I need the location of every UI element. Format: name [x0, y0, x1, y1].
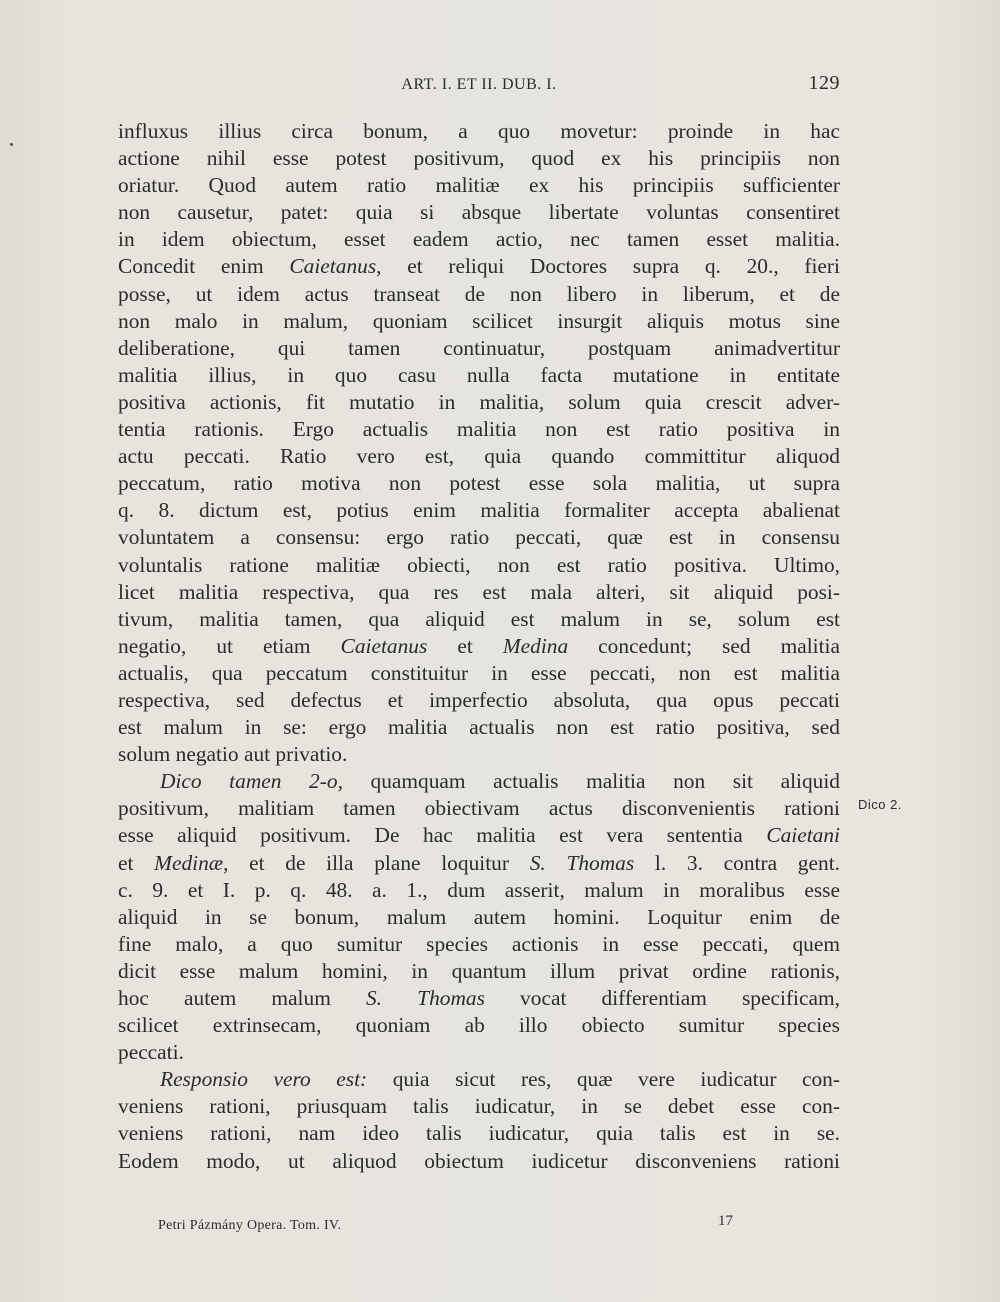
text-line [118, 362, 840, 389]
text-line [118, 1120, 840, 1147]
text-run: actualis, qua peccatum constituitur in esse peccati, non est malitia [118, 660, 840, 685]
running-title: ART. I. ET II. DUB. I. [401, 76, 557, 93]
text-line [118, 552, 840, 579]
text-line [118, 822, 840, 849]
text-line [118, 308, 840, 335]
text-line [118, 389, 840, 416]
italic-text: Medinæ [154, 850, 224, 875]
text-run: est malum in se: ergo malitia actualis non est ratio positiva, sed [118, 715, 840, 740]
italic-text: Medina [502, 633, 569, 658]
text-line [118, 795, 840, 822]
text-line [118, 1093, 840, 1120]
text-line [118, 660, 840, 687]
text-run: aliquid in se bonum, malum autem homini. Loquitur enim de [118, 904, 840, 929]
page-number: 129 [808, 72, 840, 94]
margin-note: Dico 2. [858, 797, 902, 812]
text-line [118, 687, 840, 714]
italic-text: Caietanus [289, 254, 377, 279]
text-run: actu peccati. Ratio vero est, quia quando committitur aliquod [118, 444, 840, 469]
text-run: esse aliquid positivum. De hac malitia est vera sententia [118, 823, 767, 848]
italic-text: Caietani [766, 823, 840, 848]
text-run: peccati. [118, 1040, 184, 1065]
text-line [118, 958, 840, 985]
text-run: c. 9. et I. p. q. 48. a. 1., dum asserit, malum in moralibus esse [118, 877, 840, 902]
text-run: , et de illa plane loquitur [223, 850, 530, 875]
text-run: vocat differentiam specificam, [484, 986, 840, 1010]
text-run: posse, ut idem actus transeat de non libero in liberum, et de [118, 281, 840, 306]
text-line [118, 1012, 840, 1039]
text-run: hoc autem malum [118, 986, 366, 1010]
text-run: l. 3. contra gent. [634, 850, 840, 875]
text-run: scilicet extrinsecam, quoniam ab illo obiecto sumitur species [118, 1013, 840, 1038]
text-line [118, 931, 840, 958]
text-run: positiva actionis, fit mutatio in malitia, solum quia crescit adver- [118, 389, 840, 414]
italic-text: S. Thomas [529, 850, 635, 875]
italic-text: Responsio vero est: [160, 1067, 368, 1092]
text-run: non causetur, patet: quia si absque libertate voluntas consentiret [118, 200, 840, 225]
text-line [118, 877, 840, 904]
running-head [118, 72, 840, 100]
text-run: quia sicut res, quæ vere iudicatur con- [367, 1067, 840, 1092]
text-run: concedunt; sed malitia [568, 633, 840, 658]
footer-signature: 17 [718, 1213, 733, 1229]
text-line [118, 281, 840, 308]
italic-text: S. Thomas [365, 986, 485, 1010]
text-run: respectiva, sed defectus et imperfectio absoluta, qua opus peccati [118, 687, 840, 712]
text-run: malitia illius, in quo casu nulla facta mutatione in entitate [118, 362, 840, 387]
text-run: voluntatem a consensu: ergo ratio peccati, quæ est in consensu [118, 525, 840, 550]
text-run: actione nihil esse potest positivum, quod ex his principiis non [118, 146, 840, 171]
text-line [118, 579, 840, 606]
text-run: quamquam actualis malitia non sit aliquid [342, 769, 840, 794]
text-line [118, 904, 840, 931]
text-line [118, 1066, 840, 1093]
text-line [118, 985, 840, 1012]
text-run: solum negatio aut privatio. [118, 742, 348, 767]
text-line [118, 606, 840, 633]
text-run: dicit esse malum homini, in quantum illum privat ordine rationis, [118, 958, 840, 983]
text-line [118, 741, 840, 768]
text-line [118, 633, 840, 660]
text-line [118, 443, 840, 470]
text-run: veniens rationi, nam ideo talis iudicatur, quia talis est in se. [118, 1121, 840, 1146]
text-run: influxus illius circa bonum, a quo movetur: proinde in hac [118, 119, 840, 143]
text-run: peccatum, ratio motiva non potest esse sola malitia, ut supra [118, 471, 840, 496]
text-line [118, 172, 840, 199]
text-line [118, 497, 840, 524]
italic-text: Dico tamen 2-o, [160, 769, 343, 794]
text-run: licet malitia respectiva, qua res est mala alteri, sit aliquid posi- [118, 579, 840, 604]
body-text [118, 118, 840, 1175]
text-line [118, 850, 840, 877]
text-run: non malo in malum, quoniam scilicet insurgit aliquis motus sine [118, 308, 840, 333]
text-run: Eodem modo, ut aliquod obiectum iudicetur disconveniens rationi [118, 1148, 840, 1173]
text-run: voluntalis ratione malitiæ obiecti, non est ratio positiva. Ultimo, [118, 552, 840, 577]
text-line [118, 226, 840, 253]
text-run: tivum, malitia tamen, qua aliquid est malum in se, solum est [118, 606, 840, 631]
text-line [118, 1148, 840, 1175]
text-line [118, 416, 840, 443]
text-run: et [427, 633, 503, 658]
text-line [118, 768, 840, 795]
text-line [118, 1039, 840, 1066]
text-run: deliberatione, qui tamen continuatur, postquam animadvertitur [118, 335, 840, 360]
footer-edition: Petri Pázmány Opera. Tom. IV. [158, 1218, 342, 1233]
text-run: negatio, ut etiam [118, 633, 341, 658]
text-run: et [118, 850, 155, 875]
stray-ink-dot [10, 143, 13, 146]
text-run: q. 8. dictum est, potius enim malitia formaliter accepta abalienat [118, 498, 840, 523]
text-line [118, 470, 840, 497]
text-line [118, 714, 840, 741]
text-run: positivum, malitiam tamen obiectivam actus disconvenientis rationi [118, 796, 840, 821]
text-line [118, 524, 840, 551]
text-run: , et reliqui Doctores supra q. 20., fieri [376, 254, 840, 279]
text-run: oriatur. Quod autem ratio malitiæ ex his principiis sufficienter [118, 173, 840, 198]
text-line [118, 145, 840, 172]
text-line [118, 199, 840, 226]
text-line [118, 253, 840, 280]
italic-text: Caietanus [340, 633, 428, 658]
text-run: in idem obiectum, esset eadem actio, nec tamen esset malitia. [118, 227, 840, 252]
text-line [118, 335, 840, 362]
text-line [118, 118, 840, 145]
text-run: veniens rationi, priusquam talis iudicatur, in se debet esse con- [118, 1094, 840, 1119]
text-run: Concedit enim [118, 254, 290, 279]
text-run: fine malo, a quo sumitur species actionis in esse peccati, quem [118, 931, 840, 956]
text-run: tentia rationis. Ergo actualis malitia non est ratio positiva in [118, 417, 840, 442]
